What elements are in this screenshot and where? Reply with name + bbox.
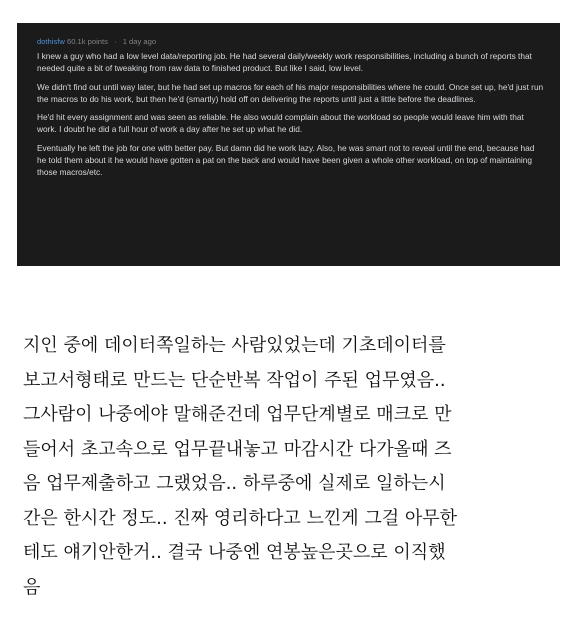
comment-paragraph: Eventually he left the job for one with better pay. But damn did he work lazy. Also, he was smart not to reveal until the end, because had he told them about it he would have gotten a pat on the back and would have been given a whole other workload, on top of maintaining those macros/etc. — [37, 142, 535, 178]
translation-line: 들어서 초고속으로 업무끝내놓고 마감시간 다가올때 즈 — [23, 438, 452, 460]
meta-separator: · — [114, 37, 117, 46]
comment-time: 1 day ago — [122, 37, 157, 46]
comment-paragraph: We didn't find out until way later, but he had set up macros for each of his major responsibilities where he could. Once set up, he'd just run the macros to do his work, but then he'd (smartly) hold off on delivering the reports until just a little before the deadlines. — [37, 81, 544, 104]
comment-paragraph: He'd hit every assignment and was seen as reliable. He also would complain about the workload so people would leave him with that work. I doubt he did a full hour of work a day after he set up what he did. — [37, 112, 524, 135]
comment-points: 60.1k points — [66, 37, 108, 46]
translation-line: 그사람이 나중에야 말해준건데 업무단계별로 매크로 만 — [23, 404, 452, 425]
comment-card — [17, 23, 560, 266]
comment-author[interactable]: dothisfw — [37, 37, 65, 46]
translation-line: 간은 한시간 정도.. 진짜 영리하다고 느낀게 그걸 아무한 — [23, 507, 458, 529]
translation-line: 음 — [23, 576, 41, 598]
comment-paragraph: I knew a guy who had a low level data/reporting job. He had several daily/weekly work responsibilities, including a bunch of reports that needed quite a bit of tweaking from raw data to finished product. But like I said, low level. — [37, 51, 532, 74]
translation-line: 보고서형태로 만드는 단순반복 작업이 주된 업무였음.. — [23, 369, 446, 391]
comment-meta — [37, 36, 545, 47]
translation-line: 지인 중에 데이터쪽일하는 사람있었는데 기초데이터를 — [23, 335, 446, 356]
translation-line: 테도 얘기안한거.. 결국 나중엔 연봉높은곳으로 이직했 — [23, 542, 446, 563]
translation-text — [23, 329, 573, 605]
translation-line: 음 업무제출하고 그랬었음.. 하루중에 실제로 일하는시 — [23, 473, 446, 494]
